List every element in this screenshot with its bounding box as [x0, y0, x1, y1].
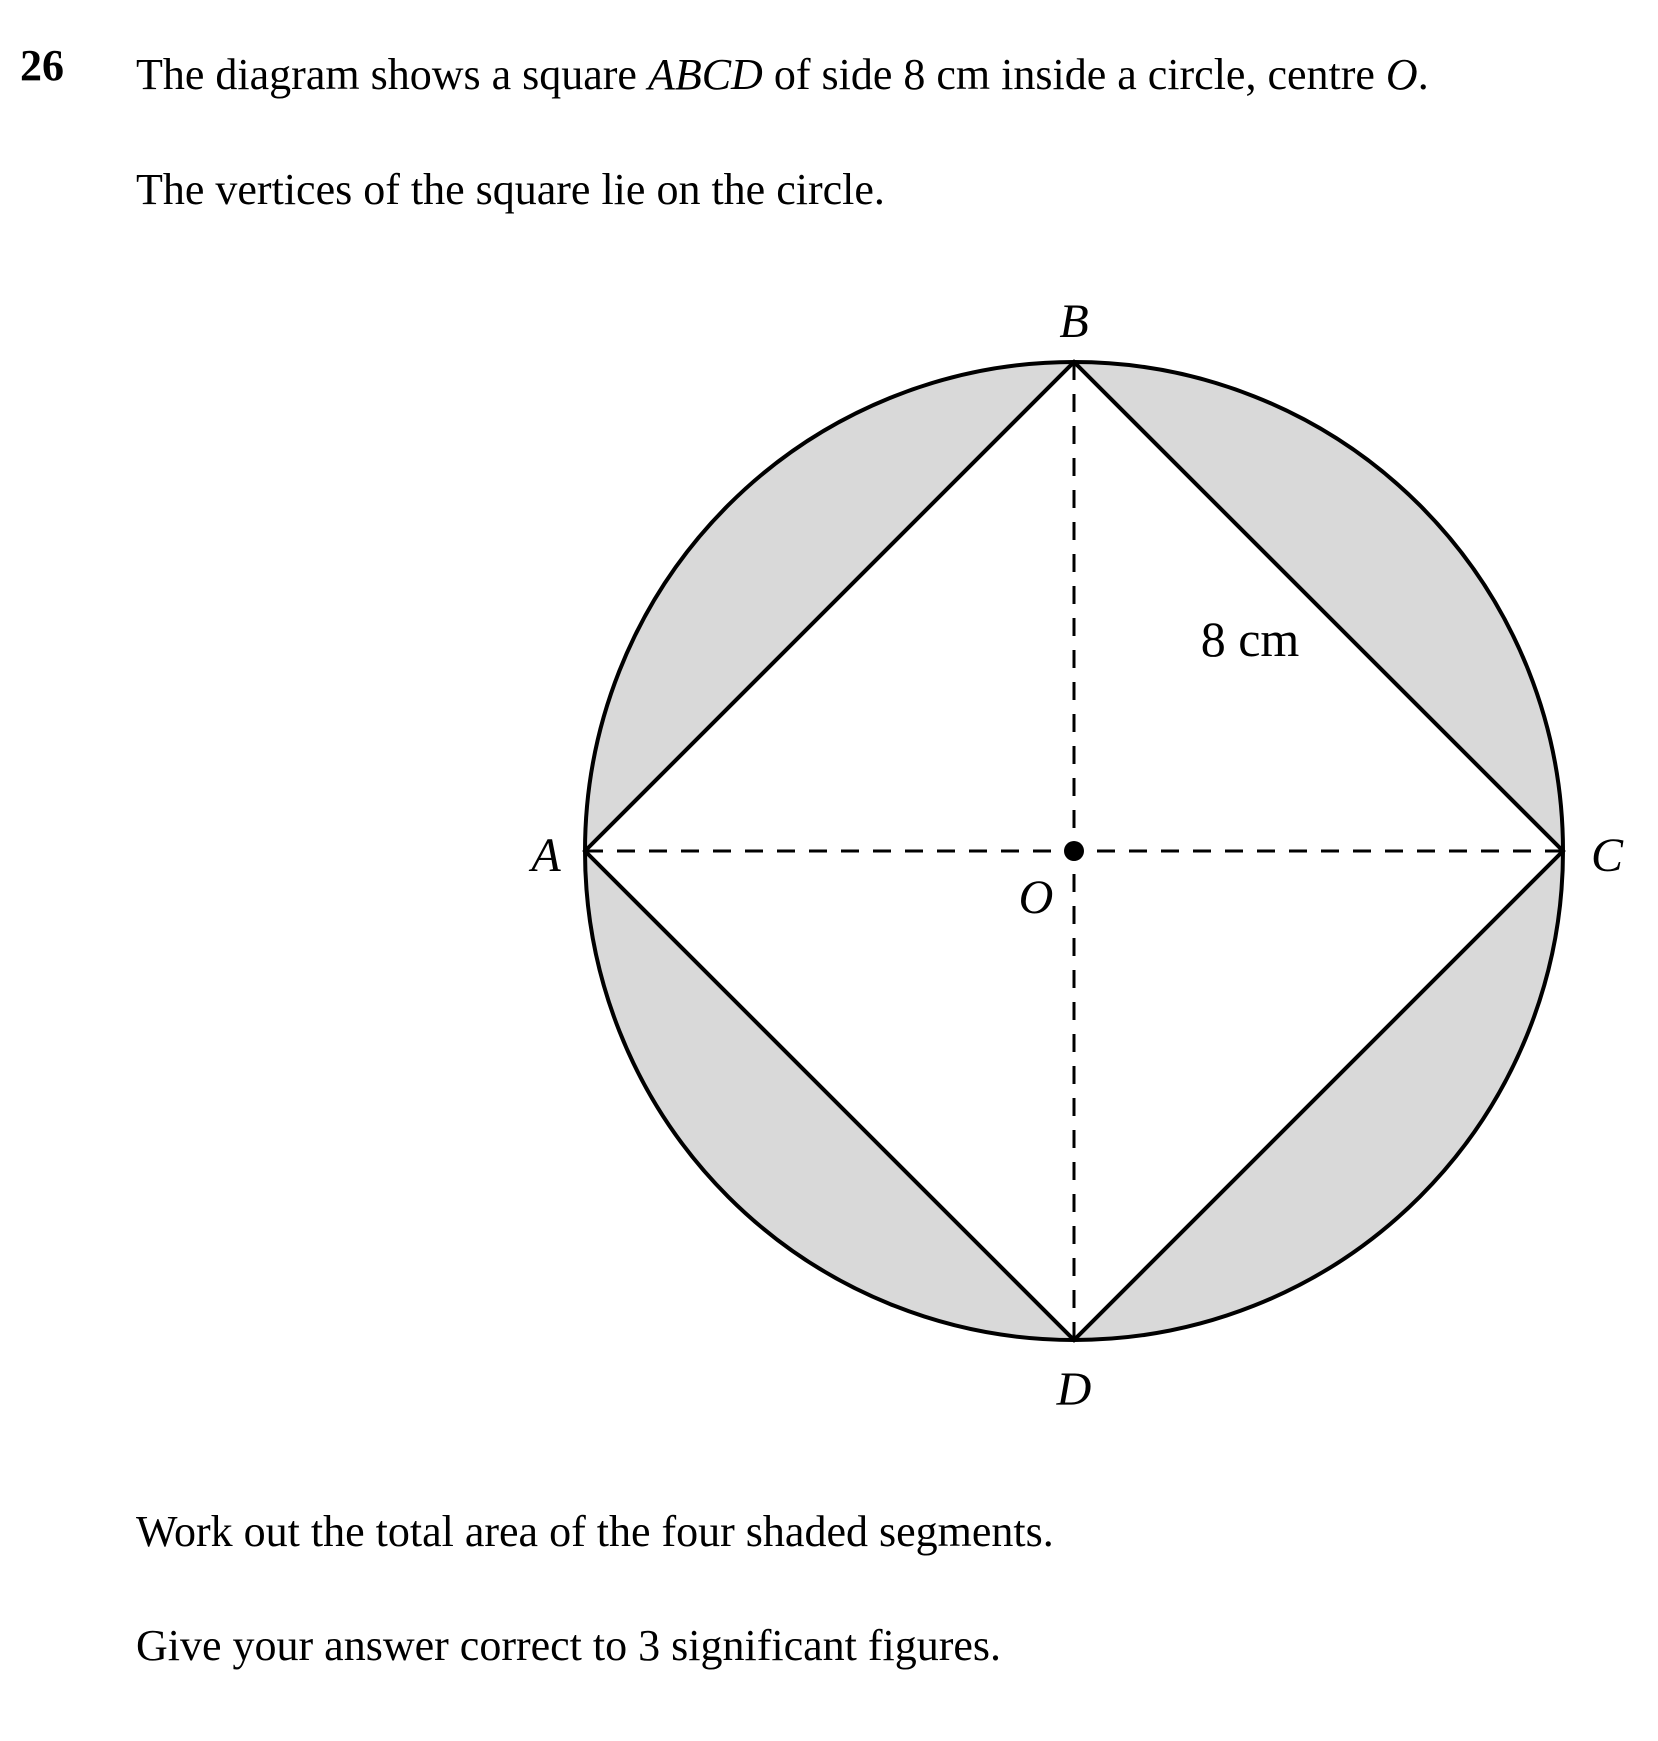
- task-instruction: Work out the total area of the four shaded segments.: [136, 1507, 1054, 1556]
- intro-text-1: The diagram shows a square: [136, 50, 648, 99]
- accuracy-instruction: Give your answer correct to 3 significant figures.: [136, 1621, 1002, 1670]
- intro-text-2: of side 8 cm inside a circle, centre: [762, 50, 1386, 99]
- label-c: C: [1590, 829, 1624, 882]
- label-a: A: [531, 829, 561, 882]
- question-number: 26: [20, 41, 64, 90]
- side-length-label: 8 cm: [1200, 611, 1300, 667]
- label-b: B: [1059, 295, 1089, 348]
- centre-name: O: [1385, 50, 1418, 99]
- vertices-statement: The vertices of the square lie on the circle.: [136, 165, 885, 214]
- intro-text-3: .: [1417, 50, 1429, 99]
- label-d: D: [1056, 1363, 1092, 1416]
- label-o: O: [1018, 871, 1054, 924]
- centre-point: [1064, 841, 1084, 861]
- square-name: ABCD: [647, 50, 763, 99]
